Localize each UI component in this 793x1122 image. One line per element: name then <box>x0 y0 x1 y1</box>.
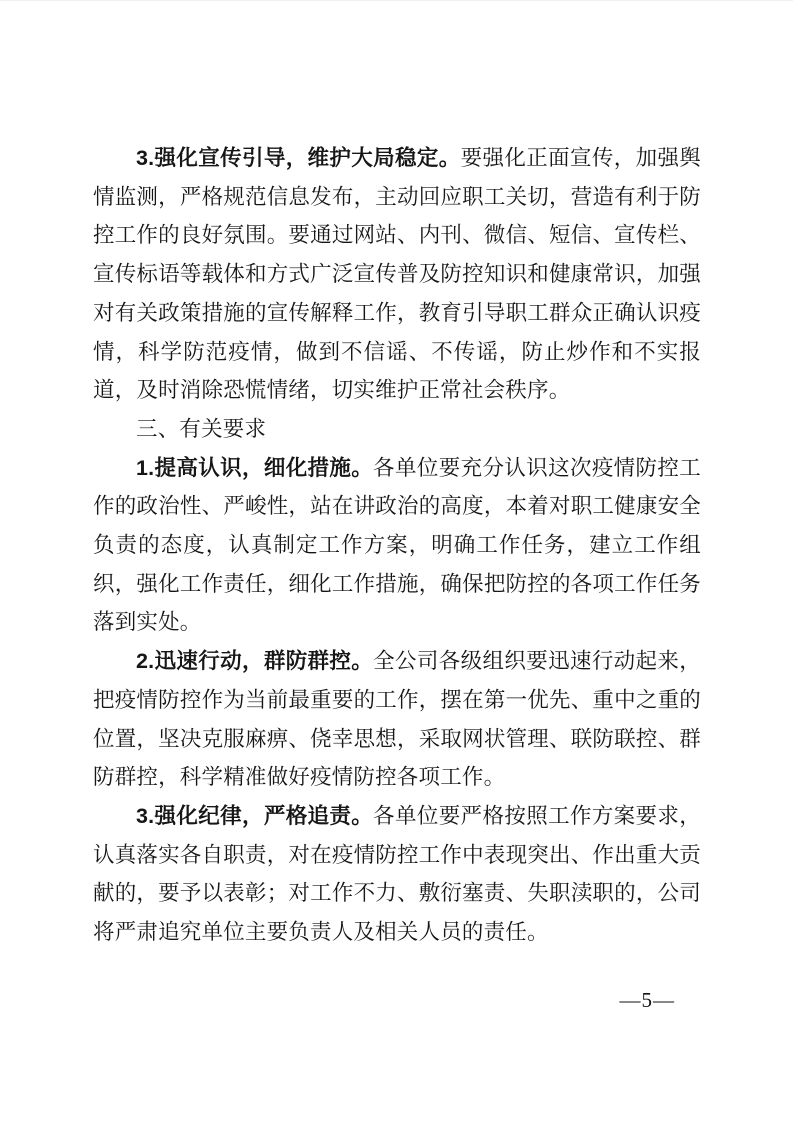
paragraph-discipline-accountability <box>93 797 701 952</box>
document-body <box>93 139 701 952</box>
paragraph-publicity-guidance <box>93 139 701 410</box>
paragraph-lead-bold: 1.提高认识，细化措施。 <box>136 455 374 480</box>
paragraph-rapid-action <box>93 642 701 797</box>
paragraph-raise-awareness <box>93 449 701 643</box>
paragraph-text: 各单位要严格按照工作方案要求，认真落实各自职责，对在疫情防控工作中表现突出、作出重大贡献的，要予以表彰；对工作不力、敷衍塞责、失职渎职的，公司将严肃追究单位主要负责人及相关人员的责任。 <box>93 803 701 945</box>
section-heading-text: 三、有关要求 <box>136 416 267 441</box>
paragraph-lead-bold: 2.迅速行动，群防群控。 <box>136 649 374 674</box>
page-number: —5— <box>619 988 675 1012</box>
section-heading-requirements <box>93 410 701 449</box>
paragraph-text: 全公司各级组织要迅速行动起来，把疫情防控作为当前最重要的工作，摆在第一优先、重中之重的位置，坚决克服麻痹、侥幸思想，采取网状管理、联防联控、群防群控，科学精准做好疫情防控各项工作。 <box>93 649 701 790</box>
paragraph-text: 各单位要充分认识这次疫情防控工作的政治性、严峻性，站在讲政治的高度，本着对职工健康安全负责的态度，认真制定工作方案，明确工作任务，建立工作组织，强化工作责任，细化工作措施，确保把防控的各项工作任务落到实处。 <box>93 455 701 635</box>
paragraph-lead-bold: 3.强化宣传引导，维护大局稳定。 <box>136 146 461 170</box>
page-top-edge <box>0 0 793 1</box>
paragraph-text: 要强化正面宣传，加强舆情监测，严格规范信息发布，主动回应职工关切，营造有利于防控工作的良好氛围。要通过网站、内刊、微信、短信、宣传栏、宣传标语等载体和方式广泛宣传普及防控知识和健康常识，加强对有关政策措施的宣传解释工作，教育引导职工群众正确认识疫情，科学防范疫情，做到不信谣、不传谣，防止炒作和不实报道，及时消除恐慌情绪，切实维护正常社会秩序。 <box>93 146 702 403</box>
paragraph-lead-bold: 3.强化纪律，严格追责。 <box>136 803 374 828</box>
